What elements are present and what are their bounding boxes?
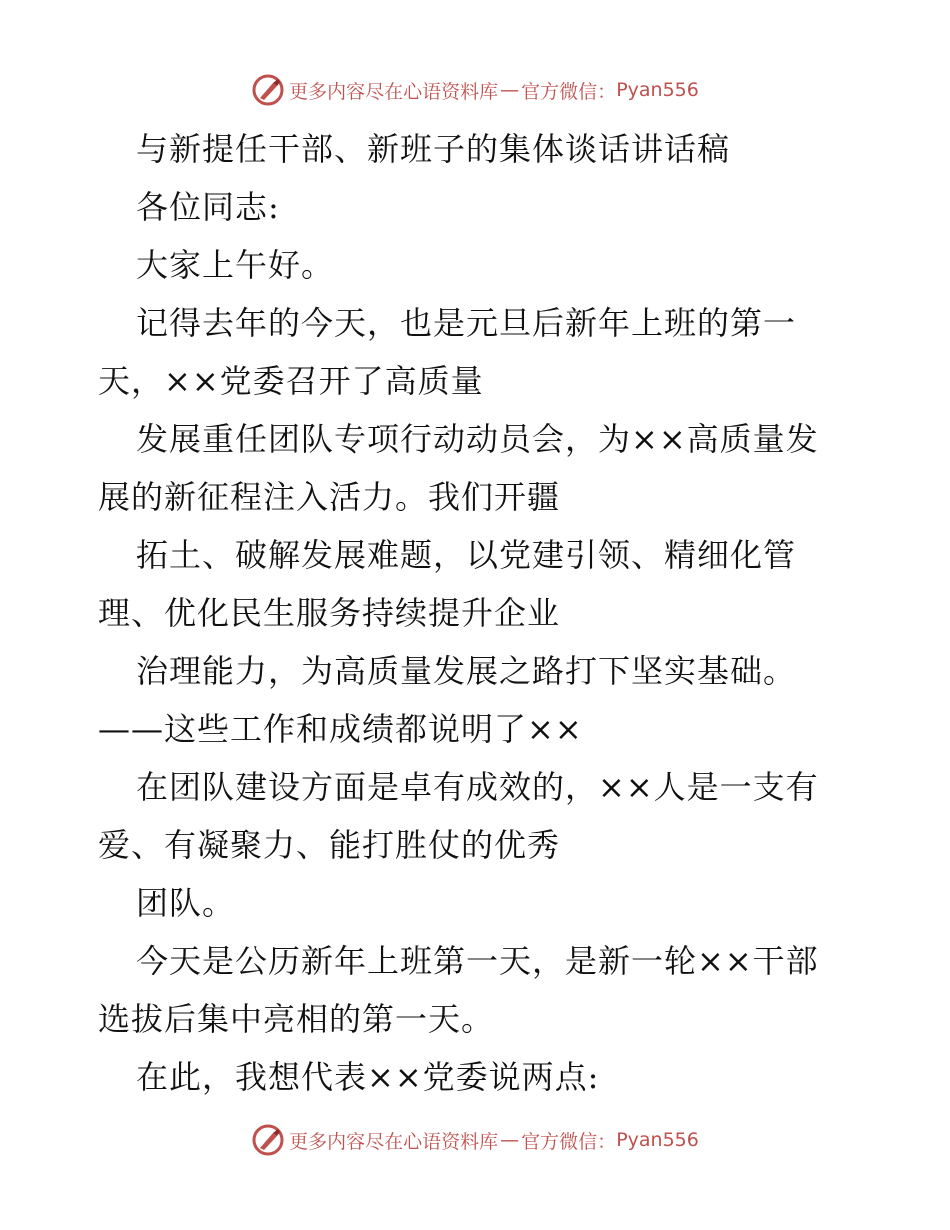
document-body bbox=[98, 120, 858, 1106]
text-line: 团队。 bbox=[136, 884, 236, 922]
text-line: 治理能力，为高质量发展之路打下坚实基础。 bbox=[136, 652, 797, 690]
text-line: 理、优化民生服务持续提升企业 bbox=[98, 594, 561, 632]
header-watermark bbox=[0, 70, 950, 110]
text-line: 大家上午好。 bbox=[136, 246, 335, 284]
watermark-wechat-id: Pyan556 bbox=[616, 1129, 699, 1151]
text-line: ——这些工作和成绩都说明了×× bbox=[98, 710, 583, 748]
watermark-wechat-id: Pyan556 bbox=[616, 79, 699, 101]
text-line: 今天是公历新年上班第一天，是新一轮××干部 bbox=[136, 942, 819, 980]
text-line: 发展重任团队专项行动动员会，为××高质量发 bbox=[136, 420, 819, 458]
watermark-brand: 更多内容尽在心语资料库 bbox=[289, 80, 499, 103]
document-title: 与新提任干部、新班子的集体谈话讲话稿 bbox=[136, 130, 731, 168]
watermark-separator: — bbox=[500, 1129, 520, 1151]
text-line: 天，××党委召开了高质量 bbox=[98, 362, 484, 400]
footer-watermark bbox=[0, 1120, 950, 1160]
text-line: 拓土、破解发展难题，以党建引领、精细化管 bbox=[136, 536, 797, 574]
watermark-brand: 更多内容尽在心语资料库 bbox=[289, 1130, 499, 1153]
watermark-wechat-label: 官方微信： bbox=[521, 1130, 617, 1153]
watermark-separator: — bbox=[500, 79, 520, 101]
text-line: 爱、有凝聚力、能打胜仗的优秀 bbox=[98, 826, 561, 864]
watermark-wechat-label: 官方微信： bbox=[521, 80, 617, 103]
text-line: 各位同志: bbox=[136, 188, 280, 226]
text-line: 在团队建设方面是卓有成效的，××人是一支有 bbox=[136, 768, 819, 806]
pen-logo-icon bbox=[251, 73, 285, 107]
pen-logo-icon bbox=[251, 1123, 285, 1157]
text-line: 记得去年的今天，也是元旦后新年上班的第一 bbox=[136, 304, 797, 342]
text-line: 展的新征程注入活力。我们开疆 bbox=[98, 478, 561, 516]
text-line: 在此，我想代表××党委说两点: bbox=[136, 1058, 600, 1096]
text-line: 选拔后集中亮相的第一天。 bbox=[98, 1000, 495, 1038]
